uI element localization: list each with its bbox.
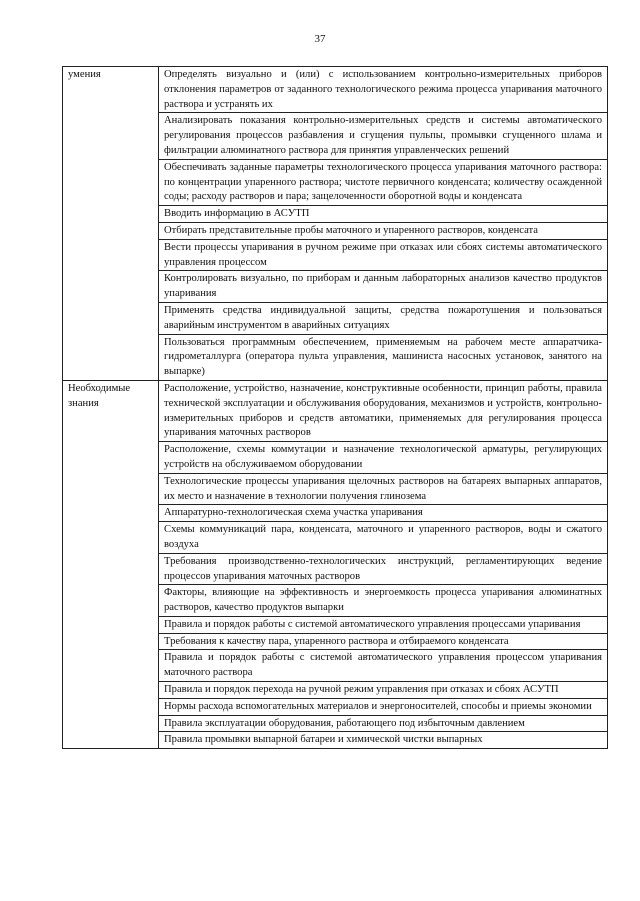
table-cell: Требования к качеству пара, упаренного раствора и отбираемого конденсата [159, 633, 608, 650]
table-cell: Вводить информацию в АСУТП [159, 206, 608, 223]
table-cell: Анализировать показания контрольно-измерительных средств и системы автоматического регулирования процессов разбавления и сгущения пульпы, промывки сгущенного шлама и фильтрации алюминатного раствора для принятия управленческих решений [159, 113, 608, 159]
table-cell: Правила эксплуатации оборудования, работающего под избыточным давлением [159, 715, 608, 732]
table-cell: Правила и порядок перехода на ручной режим управления при отказах и сбоях АСУТП [159, 682, 608, 699]
table-cell: Правила и порядок работы с системой автоматического управления процессом упаривания маточного раствора [159, 650, 608, 682]
competency-table [62, 66, 608, 749]
table-cell: Правила и порядок работы с системой автоматического управления процессами упаривания [159, 616, 608, 633]
table-cell: Пользоваться программным обеспечением, применяемым на рабочем месте аппаратчика-гидрометаллурга (оператора пульта управления, машиниста насосных установок, занятого на выпарке) [159, 334, 608, 380]
table-cell: Технологические процессы упаривания щелочных растворов на батареях выпарных аппаратов, их место и назначение в технологии получения глинозема [159, 473, 608, 505]
table-cell: Контролировать визуально, по приборам и данным лабораторных анализов качество продуктов упаривания [159, 271, 608, 303]
table-cell: Факторы, влияющие на эффективность и энергоемкость процесса упаривания алюминатных растворов, качество продуктов выпарки [159, 585, 608, 617]
page-number: 37 [314, 33, 326, 45]
table-cell: Аппаратурно-технологическая схема участка упаривания [159, 505, 608, 522]
table-cell: Применять средства индивидуальной защиты, средства пожаротушения и пользоваться аварийным инструментом в аварийных ситуациях [159, 302, 608, 334]
table-cell: Обеспечивать заданные параметры технологического процесса упаривания маточного раствора: по концентрации упаренного раствора; чистоте первичного конденсата; количеству осажденной соды; расходу растворов и пара; защелоченности оборотной воды и конденсата [159, 159, 608, 205]
category-label: умения [63, 67, 159, 381]
category-label: Необходимые знания [63, 380, 159, 748]
table-cell: Схемы коммуникаций пара, конденсата, маточного и упаренного растворов, воды и сжатого воздуха [159, 522, 608, 554]
table-cell: Нормы расхода вспомогательных материалов и энергоносителей, способы и приемы экономии [159, 698, 608, 715]
table-row [63, 67, 608, 113]
table-cell: Расположение, схемы коммутации и назначение технологической арматуры, регулирующих устройств на обслуживаемом оборудовании [159, 442, 608, 474]
table-cell: Расположение, устройство, назначение, конструктивные особенности, принцип работы, правила технической эксплуатации и обслуживания оборудования, механизмов и устройств, контрольно-измерительных приборов и средств автоматики, применяемых для регулирования процесса упаривания маточных растворов [159, 380, 608, 441]
table-cell: Отбирать представительные пробы маточного и упаренного растворов, конденсата [159, 222, 608, 239]
table-cell: Правила промывки выпарной батареи и химической чистки выпарных [159, 732, 608, 749]
table-row [63, 380, 608, 441]
table-cell: Определять визуально и (или) с использованием контрольно-измерительных приборов отклонения параметров от заданного технологического режима процесса упаривания маточного раствора и устранять их [159, 67, 608, 113]
table-cell: Требования производственно-технологических инструкций, регламентирующих ведение процессов упаривания маточных растворов [159, 553, 608, 585]
table-cell: Вести процессы упаривания в ручном режиме при отказах или сбоях системы автоматического управления процессом [159, 239, 608, 271]
